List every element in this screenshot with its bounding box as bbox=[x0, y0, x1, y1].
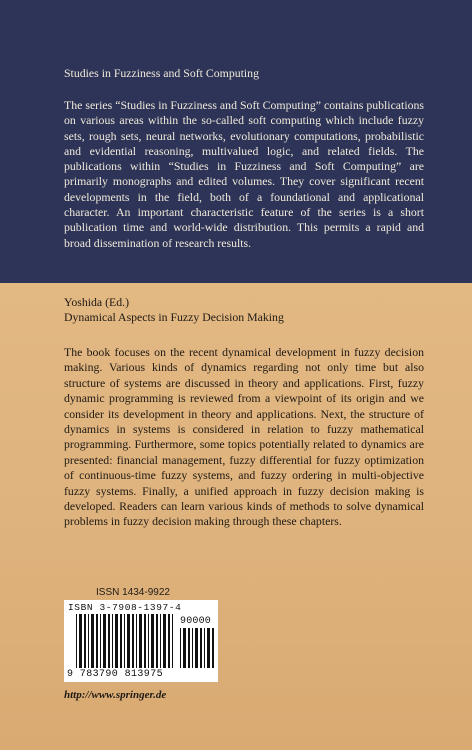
barcode-bar bbox=[124, 614, 125, 668]
barcode-bar bbox=[136, 614, 137, 668]
book-editor: Yoshida (Ed.) bbox=[64, 295, 129, 309]
barcode-bar bbox=[96, 614, 98, 668]
barcode-addon-digits: 90000 bbox=[180, 616, 212, 627]
book-panel bbox=[0, 283, 472, 750]
barcode-bar bbox=[76, 614, 77, 668]
barcode-bar bbox=[195, 628, 198, 668]
barcode-bar bbox=[183, 628, 186, 668]
ean-digits: 9 783790 813975 bbox=[67, 669, 164, 680]
barcode-bar bbox=[139, 614, 142, 668]
barcode-bar bbox=[156, 614, 158, 668]
barcode-bar bbox=[79, 614, 82, 668]
issn-label: ISSN 1434-9922 bbox=[96, 587, 170, 598]
barcode-bar bbox=[88, 614, 89, 668]
barcode-bar bbox=[160, 614, 161, 668]
isbn-barcode bbox=[64, 600, 218, 682]
barcode-bar bbox=[148, 614, 149, 668]
barcode-bar bbox=[180, 628, 181, 668]
barcode-bar bbox=[192, 628, 193, 668]
publisher-url[interactable]: http://www.springer.de bbox=[64, 689, 167, 701]
barcode-bar bbox=[151, 614, 154, 668]
barcode-bar bbox=[163, 614, 166, 668]
barcode-bar bbox=[108, 614, 110, 668]
barcode-bar bbox=[144, 614, 146, 668]
series-panel bbox=[0, 0, 472, 283]
barcode-bar bbox=[100, 614, 101, 668]
barcode-bar bbox=[132, 614, 134, 668]
barcode-bar bbox=[172, 614, 173, 668]
barcode-bar bbox=[207, 628, 210, 668]
barcode-bar bbox=[188, 628, 190, 668]
book-description: The book focuses on the recent dynamical development in fuzzy decision making. Various kinds of dynamics regarding not only time but also structure of systems are discussed in theory and applications. First, fuzzy dynamic programming is reviewed from a viewpoint of its origin and we consider its development in theory and applications. Next, the structure of dynamics in systems is considered in relation to fuzzy mathematical programming. Furthermore, some topics potentially related to dynamics are presented: financial management, fuzzy differential for fuzzy optimization of continuous-time fuzzy systems, and fuzzy ordering in multi-objective fuzzy systems. Finally, a unified approach in fuzzy decision making is developed. Readers can learn various kinds of methods to solve dynamical problems in fuzzy decision making through these chapters. bbox=[64, 345, 424, 529]
barcode-bar bbox=[200, 628, 202, 668]
series-title: Studies in Fuzziness and Soft Computing bbox=[64, 66, 259, 80]
barcode-bar bbox=[103, 614, 106, 668]
barcode-bar bbox=[204, 628, 205, 668]
barcode-bar bbox=[84, 614, 86, 668]
barcode-bar bbox=[112, 614, 113, 668]
barcode-bar bbox=[168, 614, 170, 668]
barcode-bar bbox=[115, 614, 118, 668]
series-description: The series “Studies in Fuzziness and Soft Computing” contains publications on various areas within the so-called soft computing which include fuzzy sets, rough sets, neural networks, evolutionary computations, probabilistic and evidential reasoning, multivalued logic, and related fields. The publications within “Studies in Fuzziness and Soft Computing” are primarily monographs and edited volumes. They cover significant recent developments in the field, both of a foundational and applicational character. An important characteristic feature of the series is a short publication time and world-wide distribution. This permits a rapid and broad dissemination of research results. bbox=[64, 98, 424, 250]
isbn-label: ISBN 3-7908-1397-4 bbox=[68, 602, 182, 613]
barcode-bar bbox=[127, 614, 130, 668]
book-title: Dynamical Aspects in Fuzzy Decision Making bbox=[64, 310, 284, 324]
barcode-bar bbox=[91, 614, 94, 668]
barcode-bar bbox=[120, 614, 122, 668]
barcode-bar bbox=[212, 628, 214, 668]
